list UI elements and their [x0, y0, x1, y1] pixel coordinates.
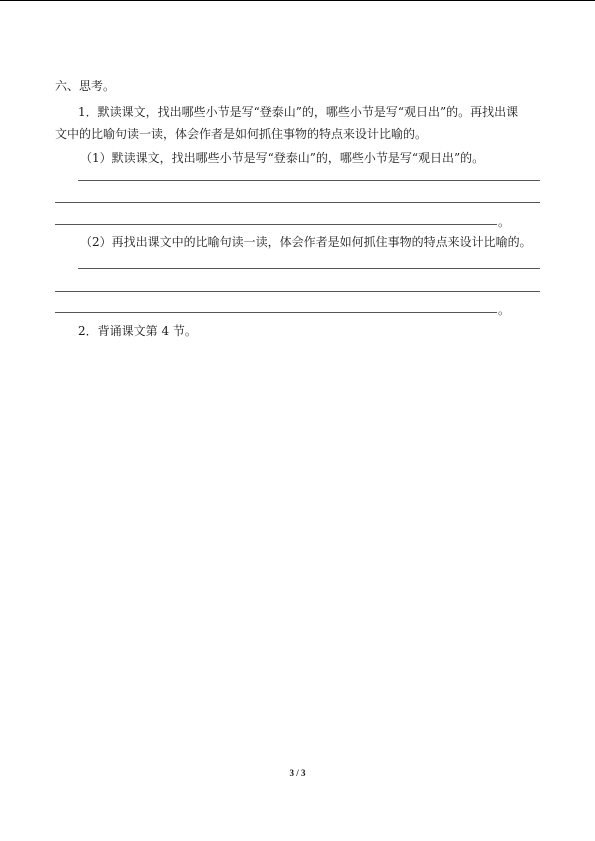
header-rule: [0, 0, 595, 1]
question-1-line-2: 文中的比喻句读一读，体会作者是如何抓住事物的特点来设计比喻的。: [55, 127, 428, 141]
answer-line-1c[interactable]: [55, 224, 497, 225]
answer-line-2a[interactable]: [78, 268, 540, 269]
answer-line-1a[interactable]: [78, 180, 540, 181]
page-number: 3 / 3: [289, 768, 306, 778]
answer-end-mark-1: 。: [498, 215, 511, 229]
answer-line-2b[interactable]: [55, 291, 540, 292]
answer-line-1b[interactable]: [55, 202, 540, 203]
question-1-line-1: 1．默读课文，找出哪些小节是写“登泰山”的，哪些小节是写“观日出”的。再找出课: [78, 105, 519, 119]
question-2-text: 2．背诵课文第 4 节。: [78, 324, 197, 338]
question-1-part-2-prompt: （2）再找出课文中的比喻句读一读，体会作者是如何抓住事物的特点来设计比喻的。: [80, 235, 532, 249]
section-heading: 六、思考。: [55, 79, 116, 93]
answer-line-2c[interactable]: [55, 312, 497, 313]
answer-end-mark-2: 。: [498, 303, 511, 317]
question-1-part-1-prompt: （1）默读课文，找出哪些小节是写“登泰山”的，哪些小节是写“观日出”的。: [80, 151, 485, 165]
